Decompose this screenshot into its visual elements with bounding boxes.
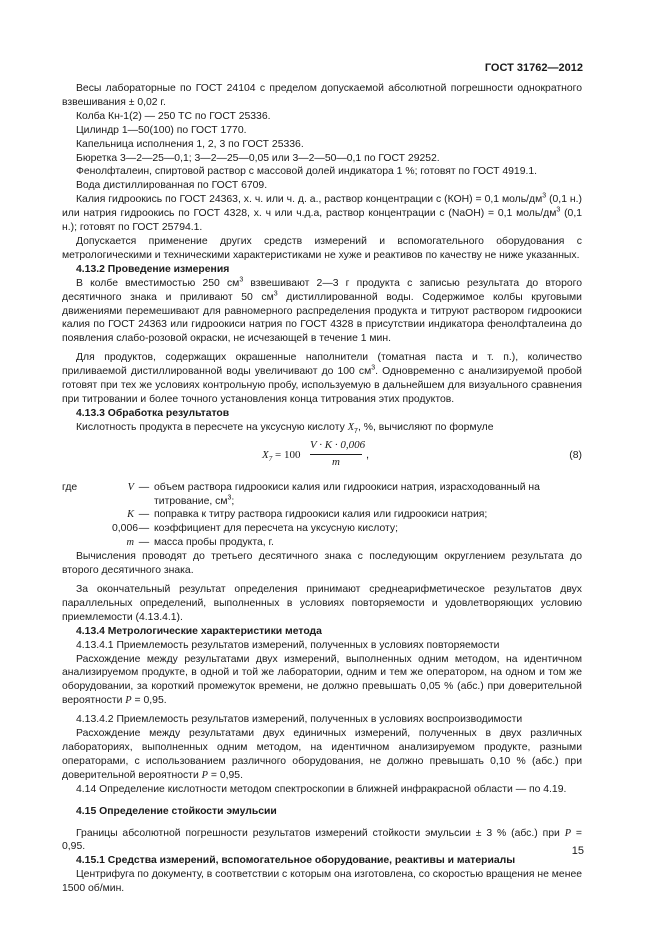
text-repeatability: Расхождение между результатами двух измерений, выполненных одним методом, на идентичном анализируемом продукте, в одной и той же лаборатории, одним и тем же оператором, на одном и том же оборудовании, за короткий промежуток времени, не должно превышать 0,05 % (абс.) при доверительной вероятности P = 0,95. (62, 653, 582, 707)
text-centrifuge: Центрифуга по документу, в соответствии с которым она изготовлена, со скоростью вращения не менее 1500 об/мин. (62, 869, 582, 895)
page-number: 15 (571, 845, 584, 857)
formula-numerator: V · K · 0,006 (310, 439, 362, 455)
where-label: где (62, 481, 78, 493)
text-allowed: Допускается применение других средств измерений и вспомогательного оборудования с метрологическими и техническими характеристиками не хуже и реактивов по качеству не ниже указанных. (62, 235, 582, 261)
formula-8 (62, 439, 582, 477)
definition-row: K — поправка к титру раствора гидроокиси калия или гидроокиси натрия; (127, 509, 488, 521)
text-procedure-1: В колбе вместимостью 250 $см^3$ взвешивают 2—3 г продукта с записью результата до второго десятичного знака и приливают 50 $см^3$ дистиллированной воды. Содержимое колбы круговыми движениями перемешивают для равномерного распределения продукта и титруют раствором гидроокиси калия по ГОСТ 24363 или гидроокиси натрия по ГОСТ 4328 в присутствии индикатора фенолфталеина до появления слабо-розовой окраски, не исчезающей в течение 1 мин. (62, 276, 582, 345)
definition-row: m — масса пробы продукта, г. (126, 537, 274, 549)
text-burette: Бюретка 3—2—25—0,1; 3—2—25—0,05 или 3—2—50—0,1 по ГОСТ 29252. (76, 152, 440, 164)
text-calculation: Вычисления проводят до третьего десятичного знака с последующим округлением результата до второго десятичного знака. (62, 551, 582, 577)
text-dropper: Капельница исполнения 1, 2, 3 по ГОСТ 25336. (76, 138, 304, 150)
heading-4-13-4-2: 4.13.4.2 Приемлемость результатов измерений, полученных в условиях воспроизводимости (76, 714, 523, 726)
text-reproducibility: Расхождение между результатами двух единичных измерений, полученных в двух различных лабораториях, выполненных одним методом, на идентичном анализируемом продукте, разными операторами, с использованием различного оборудования, не должно превышать 0,10 % (абс.) при доверительной вероятности P = 0,95. (62, 728, 582, 781)
formula-denominator: m (332, 455, 340, 468)
text-formula-intro: Кислотность продукта в пересчете на уксусную кислоту $X_7$, %, вычисляют по формуле (76, 421, 494, 435)
text-4-14: 4.14 Определение кислотности методом спектроскопии в ближней инфракрасной области — по 4.19. (76, 783, 567, 795)
heading-4-13-3: 4.13.3 Обработка результатов (76, 407, 230, 419)
definition-row: 0,006 — коэффициент для пересчета на уксусную кислоту; (112, 523, 398, 535)
definition-row: где V — объем раствора гидроокиси калия или гидроокиси натрия, израсходованный на титрование, $см^3$; (62, 481, 540, 507)
text-emulsion-error: Границы абсолютной погрешности результатов измерений стойкости эмульсии ± 3 % (абс.) при P = 0,95. (62, 827, 582, 853)
page-body (62, 82, 582, 896)
heading-4-13-2: 4.13.2 Проведение измерения (76, 263, 230, 275)
formula-comma: , (366, 448, 370, 461)
text-phenolphthalein: Фенолфталеин, спиртовой раствор с массовой долей индикатора 1 %; готовят по ГОСТ 4919.1. (76, 166, 538, 178)
text-final-result: За окончательный результат определения принимают среднеарифметическое результатов двух параллельных определений, выполненных в условиях повторяемости и удовлетворяющих условию приемлемости (4.13.4.1). (62, 584, 582, 623)
heading-4-15-1: 4.15.1 Средства измерений, вспомогательное оборудование, реактивы и материалы (76, 855, 516, 867)
text-scales: Весы лабораторные по ГОСТ 24104 с пределом допускаемой абсолютной погрешности однократного взвешивания ± 0,02 г. (62, 83, 582, 108)
document-code: ГОСТ 31762—2012 (484, 62, 583, 74)
text-water: Вода дистиллированная по ГОСТ 6709. (76, 180, 268, 192)
spacer (62, 797, 582, 805)
formula-number: (8) (569, 449, 582, 461)
text-cylinder: Цилиндр 1—50(100) по ГОСТ 1770. (76, 124, 247, 136)
heading-4-13-4: 4.13.4 Метрологические характеристики метода (76, 625, 322, 637)
spacer (62, 819, 582, 827)
heading-4-13-4-1: 4.13.4.1 Приемлемость результатов измерений, полученных в условиях повторяемости (76, 639, 500, 651)
text-procedure-2: Для продуктов, содержащих окрашенные наполнители (томатная паста и т. п.), количество приливаемой дистиллированной воды увеличивают до 100 $см^3$. Одновременно с анализируемой пробой готовят при тех же условиях контрольную пробу, используемую в дальнейшем для визуального сравнения при титровании и более точного установления конца титрования этих продуктов. (62, 352, 582, 405)
text-flask: Колба Кн-1(2) — 250 ТС по ГОСТ 25336. (76, 110, 271, 122)
heading-4-15: 4.15 Определение стойкости эмульсии (76, 805, 277, 817)
formula-lhs: $X_7 = 100$ (262, 448, 301, 463)
formula-fraction (310, 438, 366, 470)
text-hydroxide: Калия гидроокись по ГОСТ 24363, х. ч. или ч. д. а., раствор концентрации с (КОН) = 0,1 моль/$дм^3$ (0,1 н.) или натрия гидроокись по ГОСТ 4328, х. ч или ч.д.а, раствор концентрации с (NaOH) = 0,1 моль/$дм^3$ (0,1 н.); готовят по ГОСТ 25794.1. (62, 192, 582, 234)
